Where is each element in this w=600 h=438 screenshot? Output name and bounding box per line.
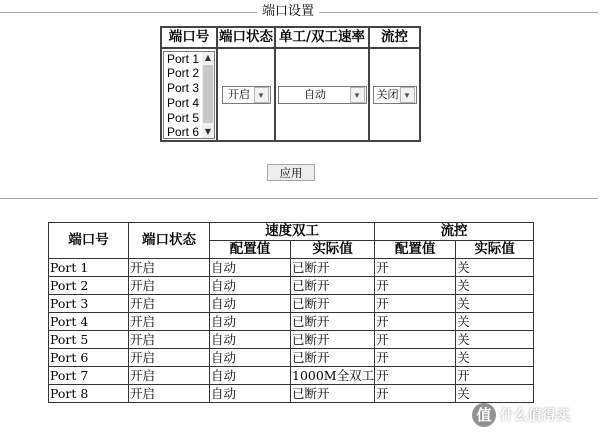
cell-state: 开启: [129, 331, 210, 349]
header-port: 端口号: [161, 27, 217, 48]
header-flow-actual: 实际值: [456, 241, 534, 259]
cell-flow-actual: 关: [456, 313, 534, 331]
cell-flow-config: 开: [375, 259, 456, 277]
header-flow-config: 配置值: [375, 241, 456, 259]
cell-flow-actual: 开: [456, 367, 534, 385]
cell-speed-actual: 已断开: [291, 313, 375, 331]
table-row: [49, 313, 534, 331]
cell-flow-config: 开: [375, 313, 456, 331]
scroll-thumb[interactable]: [203, 65, 213, 123]
config-input-row: [161, 48, 420, 141]
header-flow: 流控: [369, 27, 420, 48]
cell-speed-config: 自动: [210, 295, 291, 313]
section-legend: 端口设置: [257, 4, 319, 20]
cell-state: 开启: [129, 259, 210, 277]
header-speed-duplex: 速度双工: [210, 223, 375, 241]
port-option[interactable]: Port 6: [167, 125, 200, 139]
cell-flow-config: 开: [375, 331, 456, 349]
watermark: [472, 403, 570, 427]
table-row: [49, 277, 534, 295]
cell-speed-actual: 已断开: [291, 259, 375, 277]
port-option[interactable]: Port 4: [167, 95, 200, 110]
cell-port: Port 5: [49, 331, 129, 349]
scroll-down-icon[interactable]: ▼: [204, 126, 212, 136]
status-header-row: [49, 223, 534, 241]
apply-button[interactable]: 应用: [267, 164, 315, 181]
table-row: [49, 349, 534, 367]
watermark-logo: 值: [472, 403, 496, 427]
cell-speed-config: 自动: [210, 331, 291, 349]
cell-port: Port 2: [49, 277, 129, 295]
cell-speed-actual: 1000M全双工: [292, 368, 375, 383]
table-row: [49, 259, 534, 277]
cell-state: 开启: [129, 385, 210, 403]
cell-flow-actual: 关: [456, 295, 534, 313]
header-state: 端口状态: [129, 223, 210, 259]
cell-flow-actual: 关: [456, 277, 534, 295]
port-list-cell: [161, 48, 217, 141]
state-cell: [217, 48, 275, 141]
header-port: 端口号: [49, 223, 129, 259]
config-header-row: [161, 27, 420, 48]
flow-cell: [369, 48, 420, 141]
port-status-table: [48, 222, 534, 403]
scroll-up-icon[interactable]: ▲: [204, 52, 212, 62]
cell-port: Port 7: [49, 367, 129, 385]
header-speed: 单工/双工速率: [275, 27, 369, 48]
cell-flow-config: 开: [375, 385, 456, 403]
cell-speed-config: 自动: [210, 349, 291, 367]
cell-port: Port 6: [49, 349, 129, 367]
listbox-scrollbar[interactable]: [202, 52, 214, 138]
cell-port: Port 4: [49, 313, 129, 331]
table-row: [49, 385, 534, 403]
table-row: [49, 367, 534, 385]
cell-speed-actual: 已断开: [291, 331, 375, 349]
header-flow-control: 流控: [375, 223, 534, 241]
cell-flow-config: 开: [375, 295, 456, 313]
cell-state: 开启: [129, 313, 210, 331]
port-option[interactable]: Port 2: [167, 66, 200, 81]
cell-port: Port 1: [49, 259, 129, 277]
config-table: [160, 26, 421, 142]
table-row: [49, 295, 534, 313]
cell-flow-actual: 关: [456, 349, 534, 367]
port-option[interactable]: Port 3: [167, 81, 200, 96]
cell-state: 开启: [129, 295, 210, 313]
header-state: 端口状态: [217, 27, 275, 48]
watermark-text: 什么值得买: [500, 408, 570, 424]
cell-speed-config: 自动: [210, 277, 291, 295]
cell-flow-actual: 关: [456, 259, 534, 277]
header-speed-actual: 实际值: [291, 241, 375, 259]
port-state-value: 开启: [228, 89, 250, 102]
cell-state: 开启: [129, 277, 210, 295]
flow-control-value: 关闭: [376, 89, 399, 102]
header-speed-config: 配置值: [210, 241, 291, 259]
table-row: [49, 331, 534, 349]
status-table-body: [49, 259, 534, 403]
cell-flow-config: 开: [375, 349, 456, 367]
cell-flow-config: 开: [375, 367, 456, 385]
cell-state: 开启: [129, 367, 210, 385]
cell-speed-config: 自动: [210, 259, 291, 277]
speed-duplex-select[interactable]: [278, 86, 367, 104]
port-state-select[interactable]: [222, 86, 271, 104]
cell-speed-config: 自动: [210, 367, 291, 385]
speed-cell: [275, 48, 369, 141]
cell-speed-actual: 已断开: [291, 295, 375, 313]
chevron-down-icon[interactable]: ▼: [350, 87, 365, 103]
chevron-down-icon[interactable]: ▼: [400, 87, 415, 103]
port-listbox[interactable]: [163, 51, 215, 139]
cell-state: 开启: [129, 349, 210, 367]
cell-flow-config: 开: [375, 277, 456, 295]
cell-flow-actual: 关: [456, 385, 534, 403]
cell-speed-config: 自动: [210, 385, 291, 403]
port-option[interactable]: Port 5: [167, 110, 200, 125]
cell-speed-config: 自动: [210, 313, 291, 331]
speed-duplex-value: 自动: [304, 89, 326, 102]
cell-speed-actual: 已断开: [291, 277, 375, 295]
cell-port: Port 8: [49, 385, 129, 403]
cell-port: Port 3: [49, 295, 129, 313]
cell-flow-actual: 关: [456, 331, 534, 349]
port-option[interactable]: Port 1: [167, 51, 200, 66]
cell-speed-actual: 已断开: [291, 385, 375, 403]
flow-control-select[interactable]: [373, 86, 417, 104]
chevron-down-icon[interactable]: ▼: [254, 87, 269, 103]
cell-speed-actual: 已断开: [291, 349, 375, 367]
